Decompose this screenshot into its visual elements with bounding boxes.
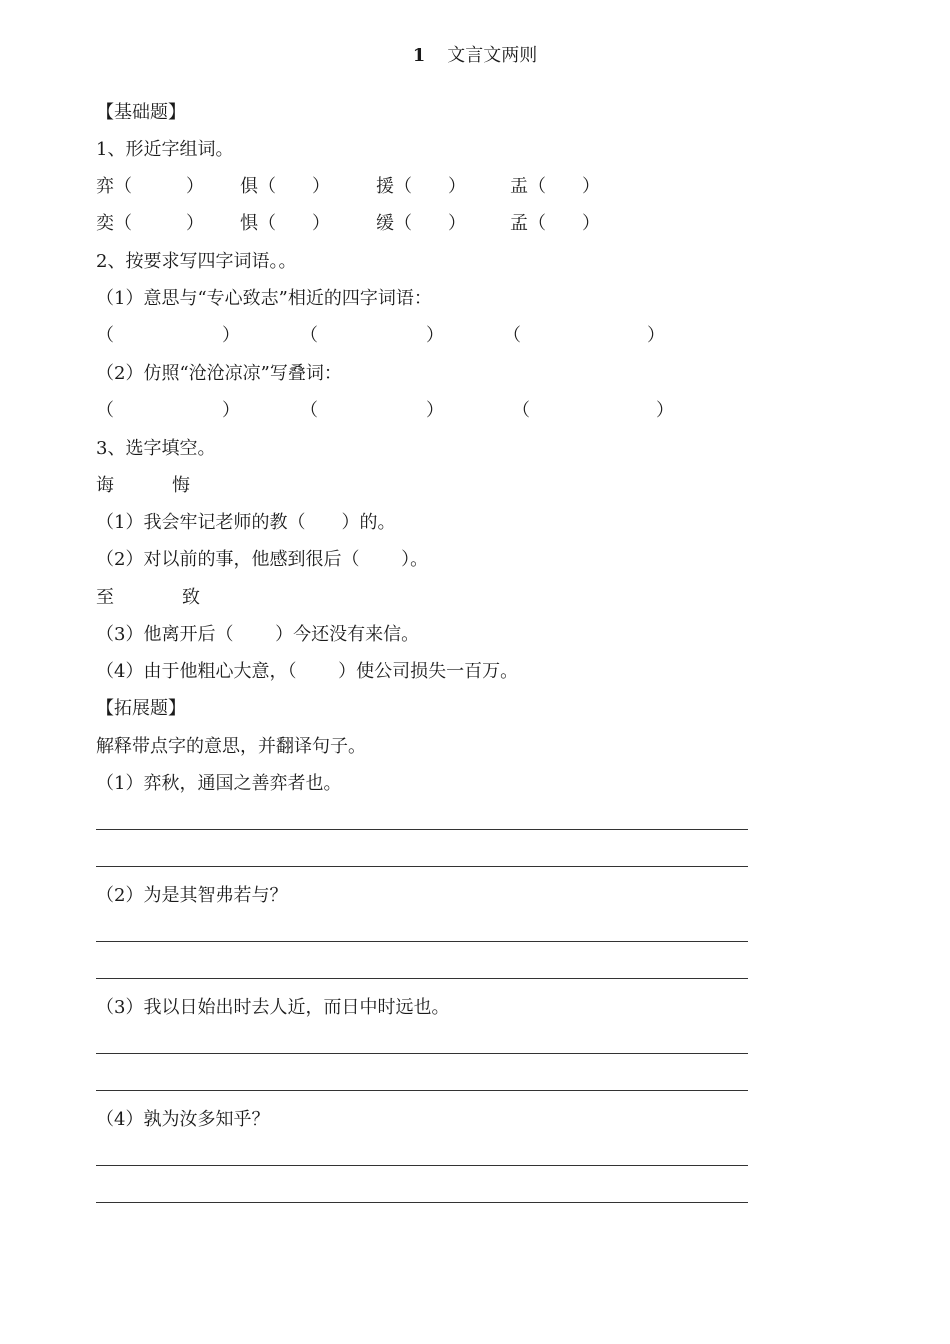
- extend-item-1: （1）弈秋，通国之善弈者也。: [96, 773, 342, 794]
- answer-line[interactable]: [96, 1090, 748, 1091]
- question-2-sub1: （1）意思与“专心致志”相近的四字词语：: [96, 288, 432, 309]
- q1-row1-item: 盂（ ）: [510, 176, 600, 197]
- page-title: [0, 44, 950, 68]
- answer-line[interactable]: [96, 1053, 748, 1054]
- q2-sub1-blank[interactable]: （ ）: [503, 325, 665, 346]
- answer-line[interactable]: [96, 866, 748, 867]
- q3-sentence-1: （1）我会牢记老师的教（ ）的。: [96, 512, 396, 533]
- q1-row2-item: 惧（ ）: [240, 213, 330, 234]
- question-1-label: 1、形近字组词。: [96, 139, 234, 160]
- section-header-extend: 【拓展题】: [96, 698, 186, 719]
- answer-line[interactable]: [96, 941, 748, 942]
- q1-row1-item: 援（ ）: [376, 176, 466, 197]
- extend-instruction: 解释带点字的意思，并翻译句子。: [96, 736, 366, 757]
- q1-row1-item: 弈（ ）: [96, 176, 204, 197]
- q3-sentence-4: （4）由于他粗心大意，（ ）使公司损失一百万。: [96, 661, 519, 682]
- q1-row2-item: 孟（ ）: [510, 213, 600, 234]
- answer-line[interactable]: [96, 1202, 748, 1203]
- q1-row2-item: 缓（ ）: [376, 213, 466, 234]
- q3-char-option: 至: [96, 587, 114, 608]
- q3-sentence-2: （2）对以前的事，他感到很后（ ）。: [96, 549, 429, 570]
- q1-row2-item: 奕（ ）: [96, 213, 204, 234]
- q1-row1-item: 俱（ ）: [240, 176, 330, 197]
- q3-char-option: 诲: [96, 475, 114, 496]
- section-header-basic: 【基础题】: [96, 102, 186, 123]
- q2-sub1-blank[interactable]: （ ）: [96, 325, 240, 346]
- extend-item-4: （4）孰为汝多知乎？: [96, 1109, 270, 1130]
- question-3-label: 3、选字填空。: [96, 438, 216, 459]
- q3-char-option: 致: [182, 587, 200, 608]
- q2-sub2-blank[interactable]: （ ）: [96, 400, 240, 421]
- question-2-label: 2、按要求写四字词语。。: [96, 251, 297, 272]
- q3-sentence-3: （3）他离开后（ ）今还没有来信。: [96, 624, 420, 645]
- answer-line[interactable]: [96, 829, 748, 830]
- lesson-title: 文言文两则: [447, 45, 538, 66]
- extend-item-3: （3）我以日始出时去人近，而日中时远也。: [96, 997, 450, 1018]
- q3-char-option: 悔: [172, 475, 190, 496]
- q2-sub1-blank[interactable]: （ ）: [300, 325, 444, 346]
- lesson-number: 1: [412, 45, 426, 66]
- q2-sub2-blank[interactable]: （ ）: [300, 400, 444, 421]
- answer-line[interactable]: [96, 1165, 748, 1166]
- question-2-sub2: （2）仿照“沧沧凉凉”写叠词：: [96, 363, 342, 384]
- extend-item-2: （2）为是其智弗若与？: [96, 885, 288, 906]
- answer-line[interactable]: [96, 978, 748, 979]
- q2-sub2-blank[interactable]: （ ）: [512, 400, 674, 421]
